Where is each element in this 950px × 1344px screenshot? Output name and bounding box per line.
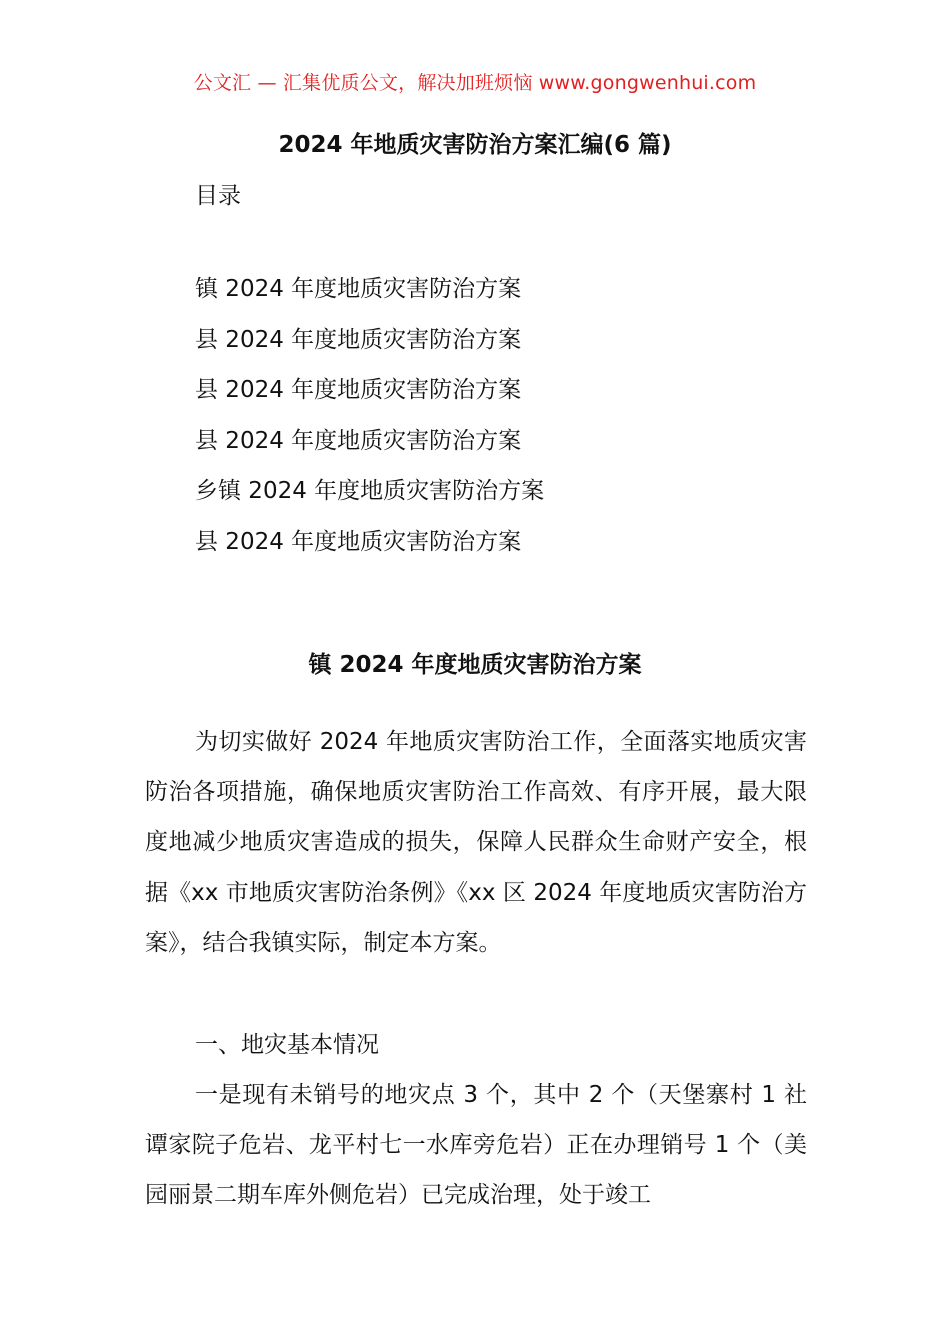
toc-item: 县 2024 年度地质灾害防治方案 <box>195 528 522 555</box>
toc-item: 县 2024 年度地质灾害防治方案 <box>195 427 522 454</box>
document-title: 2024 年地质灾害防治方案汇编(6 篇) <box>278 132 672 158</box>
toc-item: 县 2024 年度地质灾害防治方案 <box>195 377 522 404</box>
toc-item: 县 2024 年度地质灾害防治方案 <box>195 326 522 353</box>
body-paragraph: 为切实做好 2024 年地质灾害防治工作，全面落实地质灾害防治各项措施，确保地质灾害防治工作高效、有序开展，最大限度地减少地质灾害造成的损失，保障人民群众生命财产安全，根据《xx 市地质灾害防治条例》《xx 区 2024 年度地质灾害防治方案》，结合我镇实际，制定本方案。 <box>145 729 807 956</box>
toc-heading: 目录 <box>195 183 241 209</box>
watermark-header: 公文汇 — 汇集优质公文，解决加班烦恼 www.gongwenhui.com <box>193 72 757 94</box>
table-of-contents <box>195 272 544 576</box>
body-paragraph: 一是现有未销号的地灾点 3 个，其中 2 个（天堡寨村 1 社谭家院子危岩、龙平村七一水库旁危岩）正在办理销号 1 个（美园丽景二期车库外侧危岩）已完成治理，处于竣工 <box>145 1082 807 1209</box>
toc-item: 乡镇 2024 年度地质灾害防治方案 <box>195 478 545 505</box>
toc-item: 镇 2024 年度地质灾害防治方案 <box>195 276 522 302</box>
section-title: 镇 2024 年度地质灾害防治方案 <box>308 652 642 678</box>
section-heading: 一、地灾基本情况 <box>195 1032 379 1058</box>
